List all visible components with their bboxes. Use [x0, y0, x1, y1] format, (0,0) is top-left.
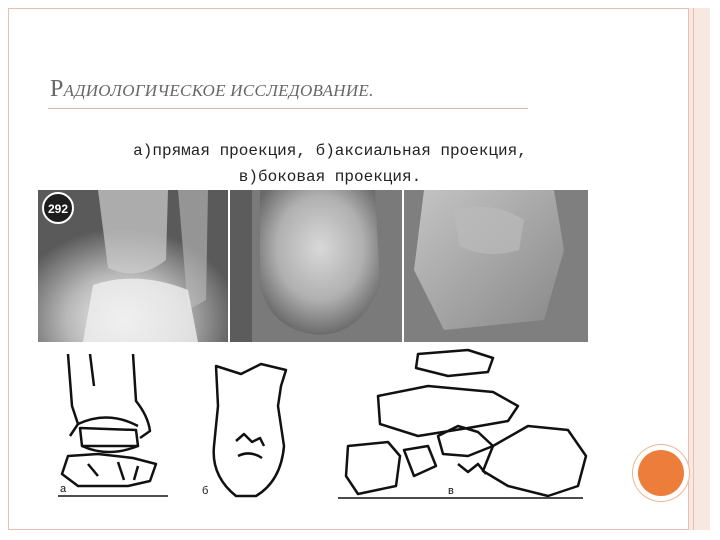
title-divider — [48, 108, 528, 109]
subtitle-line-2: в)боковая проекция. — [238, 168, 422, 186]
slide-title-rest: АДИОЛОГИЧЕСКОЕ ИССЛЕДОВАНИЕ. — [63, 81, 374, 100]
figure-badge: 292 — [47, 202, 69, 216]
slide-side-band — [688, 8, 710, 530]
slide-subtitle — [50, 138, 610, 190]
drawing-label-b: б — [202, 485, 209, 497]
drawing-frontal — [38, 346, 188, 502]
drawing-label-c: в — [448, 485, 454, 497]
xray-axial — [230, 190, 402, 342]
xray-frontal — [38, 190, 228, 342]
subtitle-line-1: а)прямая проекция, б)аксиальная проекция, — [133, 142, 527, 160]
slide-side-line — [693, 8, 694, 530]
xray-lateral — [404, 190, 588, 342]
slide-title — [50, 76, 610, 103]
drawing-axial — [186, 346, 316, 502]
accent-circle — [638, 450, 684, 496]
drawing-label-a: a — [60, 483, 67, 495]
slide-title-initial: Р — [50, 76, 64, 102]
drawing-lateral — [318, 346, 588, 502]
radiograph-figure — [38, 190, 588, 502]
